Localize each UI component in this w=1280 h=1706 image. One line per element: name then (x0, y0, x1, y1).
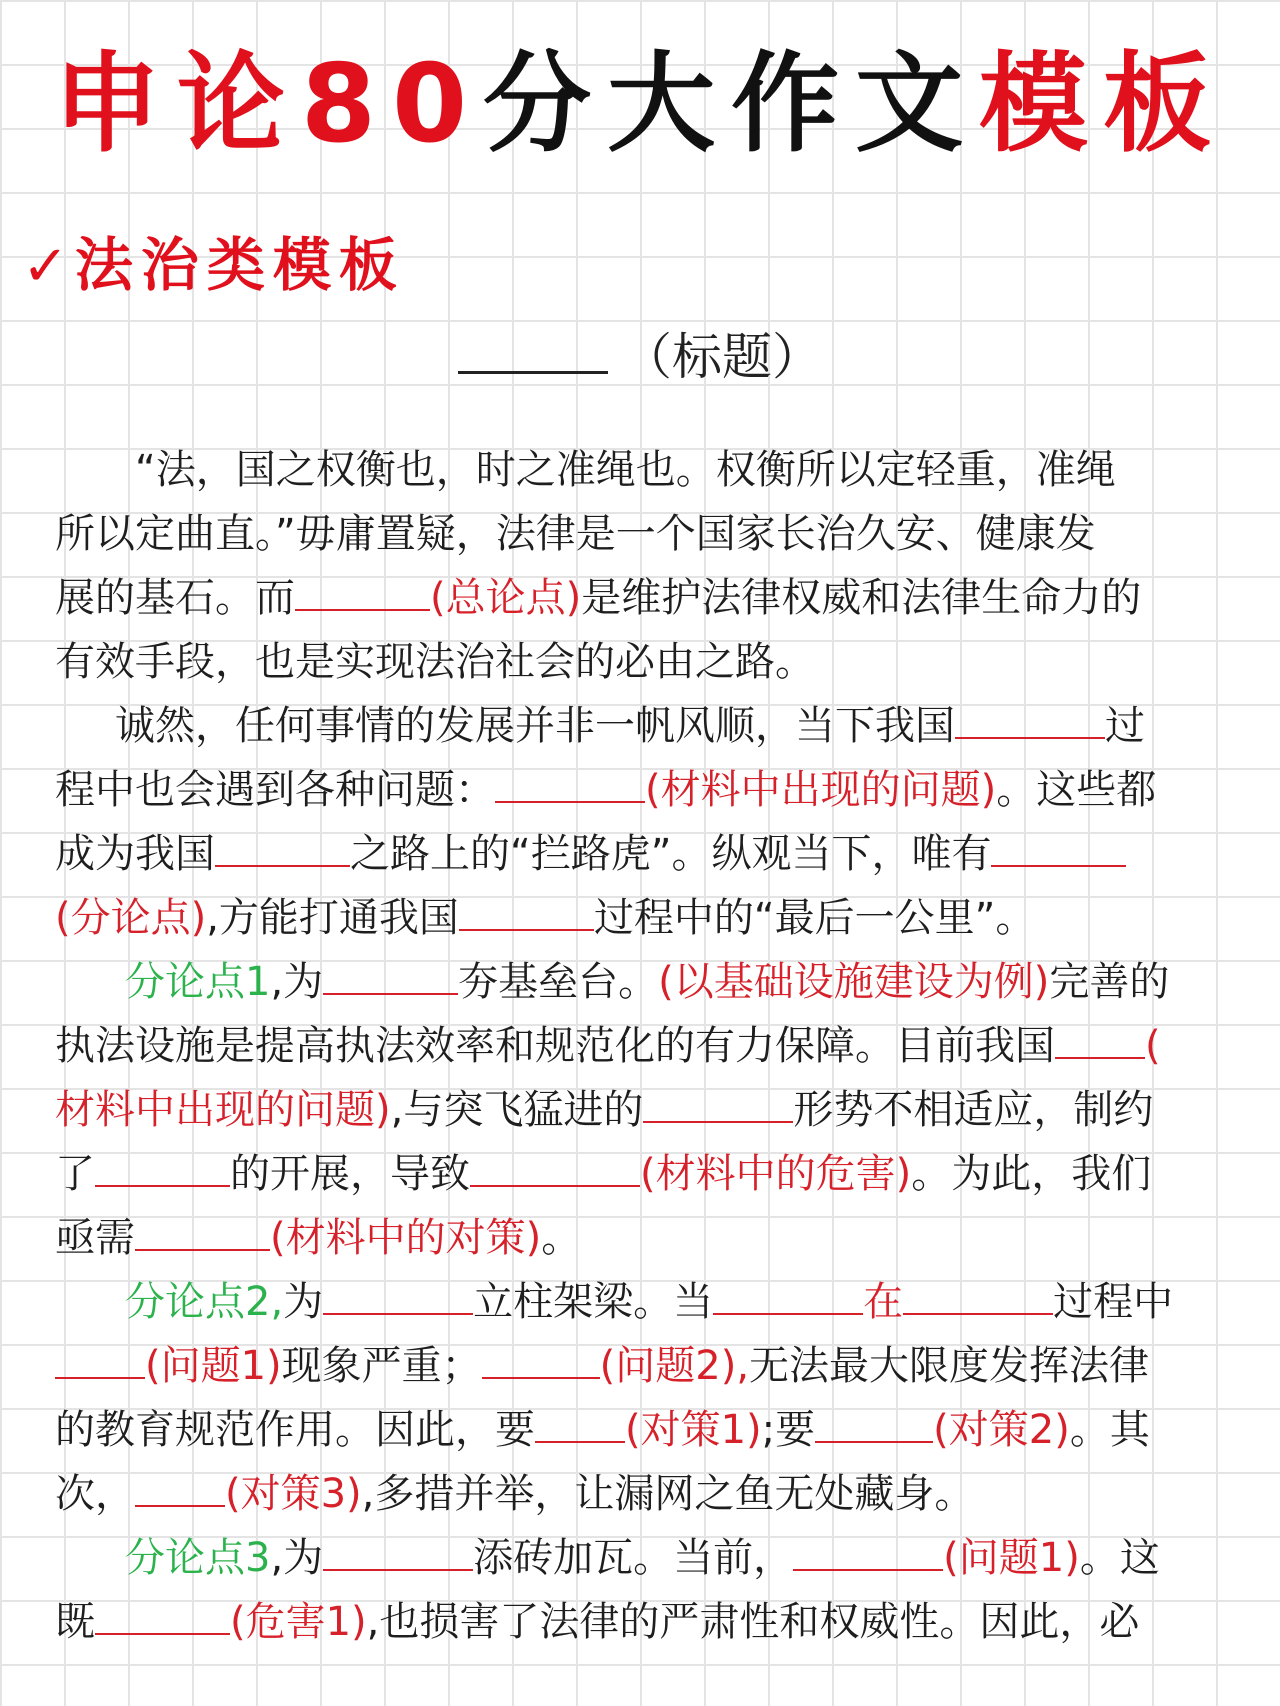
sub-point-label: 分论点1 (125, 959, 271, 1005)
text-span: 。其 (1069, 1407, 1150, 1453)
text-line: “法，国之权衡也，时之准绳也。权衡所以定轻重，准绳 (135, 447, 1116, 493)
sub-point-label: 分论点3 (125, 1535, 271, 1581)
text-span: 完善的 (1049, 959, 1170, 1005)
text-span: 诚然，任何事情的发展并非一帆风顺，当下我国 (115, 703, 955, 749)
fill-blank (323, 1279, 473, 1315)
text-span: 现象严重； (281, 1343, 482, 1389)
section-label: 法治类模板 (74, 231, 405, 299)
hint-text: (总论点) (430, 575, 582, 621)
essay-body (55, 438, 1235, 1654)
paragraph-3 (55, 950, 1235, 1270)
text-span: 之路上的“拦路虎”。纵观当下，唯有 (350, 831, 992, 877)
hint-text: (分论点) (55, 895, 207, 941)
text-span: ,为 (270, 959, 324, 1005)
hint-text: (对策3) (225, 1471, 362, 1517)
text-span: ,方能打通我国 (206, 895, 459, 941)
hint-text: (危害1) (230, 1599, 367, 1645)
hint-text: (对策2) (933, 1407, 1070, 1453)
text-line (55, 1462, 1235, 1526)
fill-blank (470, 1151, 640, 1187)
paragraph-1 (55, 438, 1235, 694)
hint-text: 材料中出现的问题) (55, 1087, 391, 1133)
text-span: 立柱架梁。当 (473, 1279, 714, 1325)
title-part-red-2: 模板 (979, 42, 1228, 167)
text-span: 。 (541, 1215, 582, 1261)
fill-blank (643, 1087, 793, 1123)
fill-blank (95, 1151, 230, 1187)
text-line (55, 758, 1235, 822)
fill-blank (323, 1535, 473, 1571)
text-span: 的教育规范作用。因此，要 (55, 1407, 535, 1453)
text-span: 展的基石。而 (55, 575, 295, 621)
text-line (55, 886, 1235, 950)
text-span: 。为此，我们 (911, 1151, 1152, 1197)
text-span: ,也损害了法律的严肃性和权威性。因此，必 (366, 1599, 1140, 1645)
text-line: 所以定曲直。”毋庸置疑，法律是一个国家长治久安、健康发 (55, 511, 1096, 557)
text-line (55, 950, 1235, 1014)
text-span: 夯基垒台。 (458, 959, 659, 1005)
fill-blank (495, 767, 645, 803)
text-span: 执法设施是提高执法效率和规范化的有力保障。目前我国 (55, 1023, 1055, 1069)
title-blank (458, 331, 608, 374)
fill-blank (55, 1343, 145, 1379)
checkmark-icon: ✓ (22, 234, 69, 299)
text-span: 添砖加瓦。当前， (473, 1535, 794, 1581)
text-span: 过 (1105, 703, 1145, 749)
hint-text: (材料中的危害) (640, 1151, 912, 1197)
text-span: 了 (55, 1151, 95, 1197)
hint-text: (问题2), (599, 1343, 750, 1389)
hint-text: ( (1145, 1023, 1161, 1069)
fill-blank (95, 1599, 230, 1635)
fill-blank (903, 1279, 1053, 1315)
fill-blank (955, 703, 1105, 739)
hint-text: (问题1) (943, 1535, 1080, 1581)
fill-blank (713, 1279, 863, 1315)
fill-blank (1055, 1023, 1145, 1059)
text-span: 既 (55, 1599, 95, 1645)
fill-blank (482, 1343, 600, 1379)
text-line (55, 1142, 1235, 1206)
text-line (55, 1398, 1235, 1462)
text-span: 过程中 (1053, 1279, 1174, 1325)
title-part-black: 分大作文 (483, 42, 980, 167)
fill-blank (215, 831, 350, 867)
text-line (55, 822, 1235, 886)
text-span: 过程中的“最后一公里”。 (593, 895, 1036, 941)
fill-blank (135, 1215, 270, 1251)
page-title (0, 40, 1280, 170)
essay-title-label: （标题） (622, 328, 822, 386)
fill-blank (815, 1407, 933, 1443)
text-span: ,多措并举，让漏网之鱼无处藏身。 (361, 1471, 975, 1517)
hint-text: (问题1) (145, 1343, 282, 1389)
hint-text: (材料中出现的问题) (645, 767, 997, 813)
title-part-red-1: 申论80 (52, 42, 484, 167)
text-span: 。这 (1079, 1535, 1160, 1581)
fill-blank (323, 959, 458, 995)
hint-text: (材料中的对策) (270, 1215, 542, 1261)
text-line (55, 1270, 1235, 1334)
paragraph-4 (55, 1270, 1235, 1526)
text-span: 形势不相适应，制约 (793, 1087, 1154, 1133)
fill-blank (135, 1471, 225, 1507)
fill-blank (535, 1407, 625, 1443)
text-span: 亟需 (55, 1215, 135, 1261)
paragraph-2 (55, 694, 1235, 950)
text-span: 次， (55, 1471, 135, 1517)
text-span: 是维护法律权威和法律生命力的 (581, 575, 1142, 621)
essay-title (0, 325, 1280, 389)
text-line (55, 1590, 1235, 1654)
hint-text: 在 (863, 1279, 904, 1325)
text-span: 。这些都 (996, 767, 1157, 813)
text-span: ,为 (270, 1535, 324, 1581)
fill-blank (459, 895, 594, 931)
fill-blank (793, 1535, 943, 1571)
text-span: 的开展，导致 (230, 1151, 470, 1197)
text-line (55, 694, 1235, 758)
text-span: 无法最大限度发挥法律 (749, 1343, 1150, 1389)
text-line: 有效手段，也是实现法治社会的必由之路。 (55, 639, 815, 685)
fill-blank (991, 831, 1126, 867)
fill-blank (295, 575, 430, 611)
text-line (55, 1206, 1235, 1270)
text-line (55, 1078, 1235, 1142)
paragraph-5 (55, 1526, 1235, 1654)
text-line (55, 1014, 1235, 1078)
hint-text: (以基础设施建设为例) (658, 959, 1050, 1005)
text-line (55, 1334, 1235, 1398)
text-span: ;要 (761, 1407, 816, 1453)
text-span: ,与突飞猛进的 (390, 1087, 644, 1133)
sub-point-label: 分论点2, (125, 1279, 284, 1325)
text-span: 为 (283, 1279, 324, 1325)
text-line (55, 566, 1235, 630)
text-span: 程中也会遇到各种问题： (55, 767, 495, 813)
section-heading (22, 230, 405, 302)
text-line (55, 1526, 1235, 1590)
text-span: 成为我国 (55, 831, 215, 877)
hint-text: (对策1) (625, 1407, 762, 1453)
